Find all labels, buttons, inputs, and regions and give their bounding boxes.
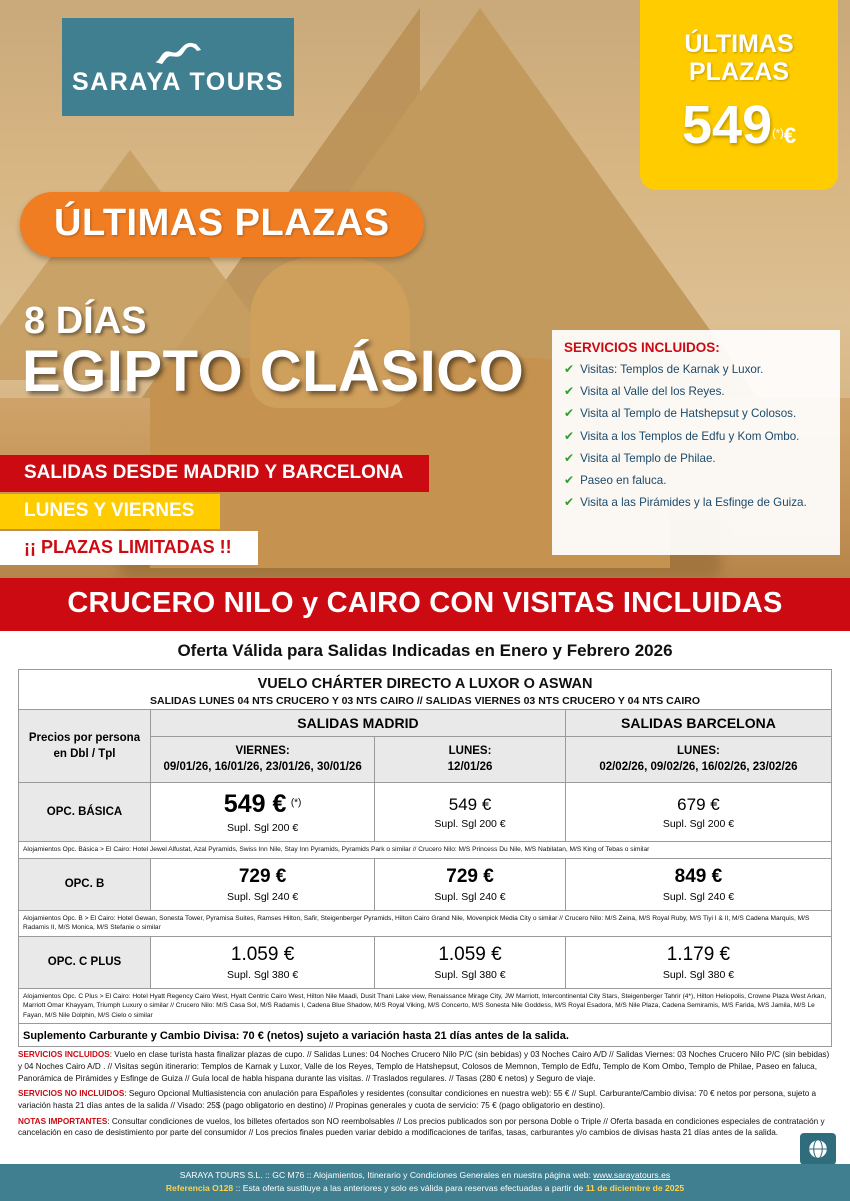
table-row	[19, 670, 832, 710]
charter-title: VUELO CHÁRTER DIRECTO A LUXOR O ASWAN	[257, 676, 593, 692]
dates-madrid-lunes: LUNES: 12/01/26	[375, 737, 566, 783]
check-icon: ✔	[564, 406, 575, 421]
legal-not-included-text: : Seguro Opcional Multiasistencia con anulación para Españoles y residentes (consultar condiciones en nuestra web): 55 € // Supl. Carburante/Cambio divisa: 70 € netos por persona, sujeto a variación hasta 21 días antes de la salida // Visado: 25$ (pago obligatorio en destino) // Propinas generales y cuota de servicio: 75 € (pago obligatorio en destino).	[18, 1089, 817, 1110]
price-basica-barcelona	[565, 783, 831, 842]
price-value: 729 €	[238, 865, 287, 887]
services-list	[564, 363, 828, 509]
price-currency: €	[265, 790, 287, 819]
company-logo	[62, 18, 294, 116]
legal-text-block	[0, 1047, 850, 1138]
footer-company-text: SARAYA TOURS S.L. :: GC M76 :: Alojamientos, Itinerario y Condiciones Generales en nuestra página web:	[179, 1170, 594, 1181]
list-item	[564, 407, 828, 420]
option-basica-label: OPC. BÁSICA	[19, 783, 151, 842]
footer-line-2	[0, 1182, 850, 1195]
price-basica-madrid-lunes	[375, 783, 566, 842]
check-icon: ✔	[564, 362, 575, 376]
website-link[interactable]: www.sarayatours.es	[593, 1170, 671, 1181]
legal-notes-label: NOTAS IMPORTANTES	[18, 1116, 108, 1126]
service-text: Visita al Templo de Philae.	[580, 451, 716, 465]
weekdays-bar: LUNES Y VIERNES	[0, 494, 220, 529]
price-value: 1.059 €	[230, 943, 295, 965]
price-value: 549 €	[448, 794, 492, 814]
dates-barcelona-lunes: LUNES: 02/02/26, 09/02/26, 16/02/26, 23/02/26	[565, 737, 831, 783]
check-icon: ✔	[564, 495, 575, 510]
service-text: Visita a las Pirámides y la Esfinge de Guiza.	[580, 496, 807, 510]
prices-table-wrapper	[0, 669, 850, 1047]
price-badge	[640, 0, 838, 190]
accommodation-note-basica: Alojamientos Opc. Básica > El Cairo: Hotel Jewel Alfustat, Azal Pyramids, Swiss Inn Nile, Stay Inn Pyramids, Pyramids Park o similar // Crucero Nilo: M/S Princess Du Nile, M/S Nabilatan, M/S King of Tebas o similar	[19, 842, 832, 859]
group-madrid: SALIDAS MADRID	[151, 710, 566, 737]
trip-days: 8 DÍAS	[24, 300, 147, 342]
footer-mid-text: :: Esta oferta sustituye a las anteriores y solo es válida para reservas efectuadas a partir de	[233, 1183, 586, 1194]
page-title: EGIPTO CLÁSICO	[22, 339, 525, 404]
price-value: 549	[223, 790, 266, 819]
supplement-single: Supl. Sgl 200 €	[434, 817, 506, 830]
supplement-single: Supl. Sgl 200 €	[662, 817, 735, 830]
price-b-madrid-viernes	[151, 858, 375, 910]
list-item	[564, 363, 828, 376]
limited-seats-bar: ¡¡ PLAZAS LIMITADAS !!	[0, 531, 258, 565]
legal-not-included-label: SERVICIOS NO INCLUIDOS	[18, 1089, 125, 1099]
fuel-supplement-note: Suplemento Carburante y Cambio Divisa: 70 € (netos) sujeto a variación hasta 21 días antes de la salida.	[19, 1024, 832, 1047]
price-value: 849 €	[674, 865, 723, 887]
table-row	[19, 910, 832, 936]
table-row	[19, 858, 832, 910]
offer-validity: Oferta Válida para Salidas Indicadas en Enero y Febrero 2026	[177, 641, 673, 660]
accommodation-note-cplus: Alojamientos Opc. C Plus > El Cairo: Hotel Hyatt Regency Cairo West, Hyatt Centric Cairo West, Hilton Nile Maadi, Dusit Thani Lake view, Renaissance Mirage City, JW Marriott, Intercontinental City Stars, Steigenberger Tahrir (4*), Hilton Heliopolis, Crowne Plaza West Arkan, Marriott Omar Khayyam, Triumph Luxury o similar // Crucero Nilo: M/S Casa Sol, M/S Radamis I, Cadena Blue Shadow, M/S Royal Viking, M/S Concerto, M/S Sonesta Nile Goddess, M/S Royal Esadora, M/S Nile Plaza, Cadena Semiramis, M/S Farida, M/S Jamila, M/S Le Fayan, M/S Nile Dolphin, M/S Cielo o similar	[19, 988, 832, 1024]
legal-not-included	[18, 1088, 832, 1111]
footer-line-1	[0, 1169, 850, 1182]
service-text: Visitas: Templos de Karnak y Luxor.	[580, 363, 764, 376]
badge-currency: €	[783, 123, 796, 148]
footer	[0, 1164, 850, 1201]
offer-reference: Referencia O128	[165, 1183, 234, 1194]
supplement-single: Supl. Sgl 240 €	[434, 890, 506, 903]
legal-included	[18, 1049, 832, 1084]
check-icon: ✔	[564, 428, 575, 443]
table-row	[19, 1024, 832, 1047]
table-row	[19, 842, 832, 859]
price-cplus-barcelona	[565, 936, 831, 988]
service-text: Visita al Templo de Hatshepsut y Colosos.	[580, 407, 797, 421]
check-icon: ✔	[564, 384, 575, 399]
table-row	[19, 783, 832, 842]
service-text: Paseo en faluca.	[580, 473, 667, 487]
footer-valid-from-date: 11 de diciembre de 2025	[585, 1183, 685, 1194]
price-value: 729 €	[446, 865, 494, 887]
legal-notes	[18, 1116, 832, 1139]
logo-text: SARAYA TOURS	[71, 67, 285, 96]
accommodation-note-b: Alojamientos Opc. B > El Cairo: Hotel Gewan, Sonesta Tower, Pyramisa Suites, Ramses Hilton, Safir, Steigenberger Pyramids, Hilton Cairo Grand Nile, Movenpick Media City o similar // Crucero Nilo: M/S Zeina, M/S Royal Ruby, M/S Tiyi I & II, M/S Cadena Marquis, M/S Radamis II, M/S Monica, M/S Stefanie o similar	[19, 910, 832, 936]
supplement-single: Supl. Sgl 240 €	[226, 890, 299, 903]
price-basica-madrid-viernes	[151, 783, 375, 842]
check-icon: ✔	[564, 450, 575, 465]
supplement-single: Supl. Sgl 380 €	[662, 968, 735, 981]
price-value: 679 €	[677, 794, 720, 814]
price-cplus-madrid-lunes	[375, 936, 566, 988]
table-row	[19, 988, 832, 1024]
group-barcelona: SALIDAS BARCELONA	[565, 710, 831, 737]
legal-notes-text: : Consultar condiciones de vuelos, los billetes ofertados son NO reembolsables // Los precios publicados son por persona Doble o Triple // Oferta basada en condiciones especiales de contratación y cancelación en caso de desistimiento por parte del consumidor // Los precios finales pueden variar debido a modificaciones de tarifas, tasas, carburantes y/o cambios de divisas hasta 21 días antes de la salida.	[18, 1116, 825, 1138]
headline-banner: CRUCERO NILO y CAIRO CON VISITAS INCLUIDAS	[0, 578, 850, 631]
legal-included-text: : Vuelo en clase turista hasta finalizar plazas de cupo. // Salidas Lunes: 04 Noches Crucero Nilo P/C (sin bebidas) y 03 Noches Cairo A/D // Salidas Viernes: 03 Noches Crucero Nilo P/C (sin bebidas) y 04 Noches Cairo A/D . // Visitas según itinerario: Templos de Karnak y Luxor, Valle de los Reyes, Templo de Hatshepsut, Colosos de Memnon, Templo de Edfu, Templo de Kom Ombo, Templo de Philae, Paseo en faluca, Panorámica de Pirámides y Esfinge de Guiza // Guía local de habla hispana durante las visitas. // Traslados regulares. // Tasas (280 € netos) y Seguro de viaje.	[18, 1050, 830, 1083]
table-row	[19, 936, 832, 988]
legal-included-label: SERVICIOS INCLUIDOS	[18, 1050, 110, 1060]
check-icon: ✔	[564, 472, 575, 487]
services-title: SERVICIOS INCLUIDOS:	[564, 340, 720, 355]
prices-table	[18, 669, 832, 1047]
price-value: 1.059 €	[438, 943, 502, 965]
dates-madrid-viernes: VIERNES: 09/01/26, 16/01/26, 23/01/26, 30/01/26	[151, 737, 375, 783]
option-b-label: OPC. B	[19, 858, 151, 910]
charter-subtitle: SALIDAS LUNES 04 NTS CRUCERO Y 03 NTS CAIRO // SALIDAS VIERNES 03 NTS CRUCERO Y 04 NTS CAIRO	[150, 695, 700, 707]
price-per-person-label: Precios por persona en Dbl / Tpl	[19, 710, 151, 783]
service-text: Visita a los Templos de Edfu y Kom Ombo.	[580, 429, 800, 443]
table-row	[19, 710, 832, 737]
globe-icon	[800, 1133, 836, 1165]
services-included-box	[552, 330, 840, 555]
price-b-madrid-lunes	[375, 858, 566, 910]
hero-banner	[0, 0, 850, 578]
camel-logo-icon	[151, 38, 205, 66]
ribbon-ultimas-plazas: ÚLTIMAS PLAZAS	[20, 192, 424, 257]
price-asterisk: (*)	[290, 797, 302, 809]
service-text: Visita al Valle del los Reyes.	[580, 385, 725, 399]
list-item	[564, 385, 828, 398]
price-b-barcelona	[565, 858, 831, 910]
badge-line1: ÚLTIMAS	[684, 30, 794, 58]
list-item	[564, 452, 828, 465]
price-cplus-madrid-viernes	[151, 936, 375, 988]
badge-line2: PLAZAS	[689, 58, 789, 86]
supplement-single: Supl. Sgl 380 €	[434, 968, 506, 981]
list-item	[564, 496, 828, 509]
list-item	[564, 474, 828, 487]
supplement-single: Supl. Sgl 380 €	[226, 968, 299, 981]
supplement-single: Supl. Sgl 200 €	[226, 822, 299, 835]
charter-header	[19, 670, 832, 710]
price-value: 1.179 €	[666, 943, 731, 965]
badge-price: 549	[682, 95, 773, 155]
departures-bar: SALIDAS DESDE MADRID Y BARCELONA	[0, 455, 429, 492]
list-item	[564, 430, 828, 443]
badge-asterisk: (*)	[772, 127, 784, 140]
supplement-single: Supl. Sgl 240 €	[662, 890, 735, 903]
option-cplus-label: OPC. C PLUS	[19, 936, 151, 988]
